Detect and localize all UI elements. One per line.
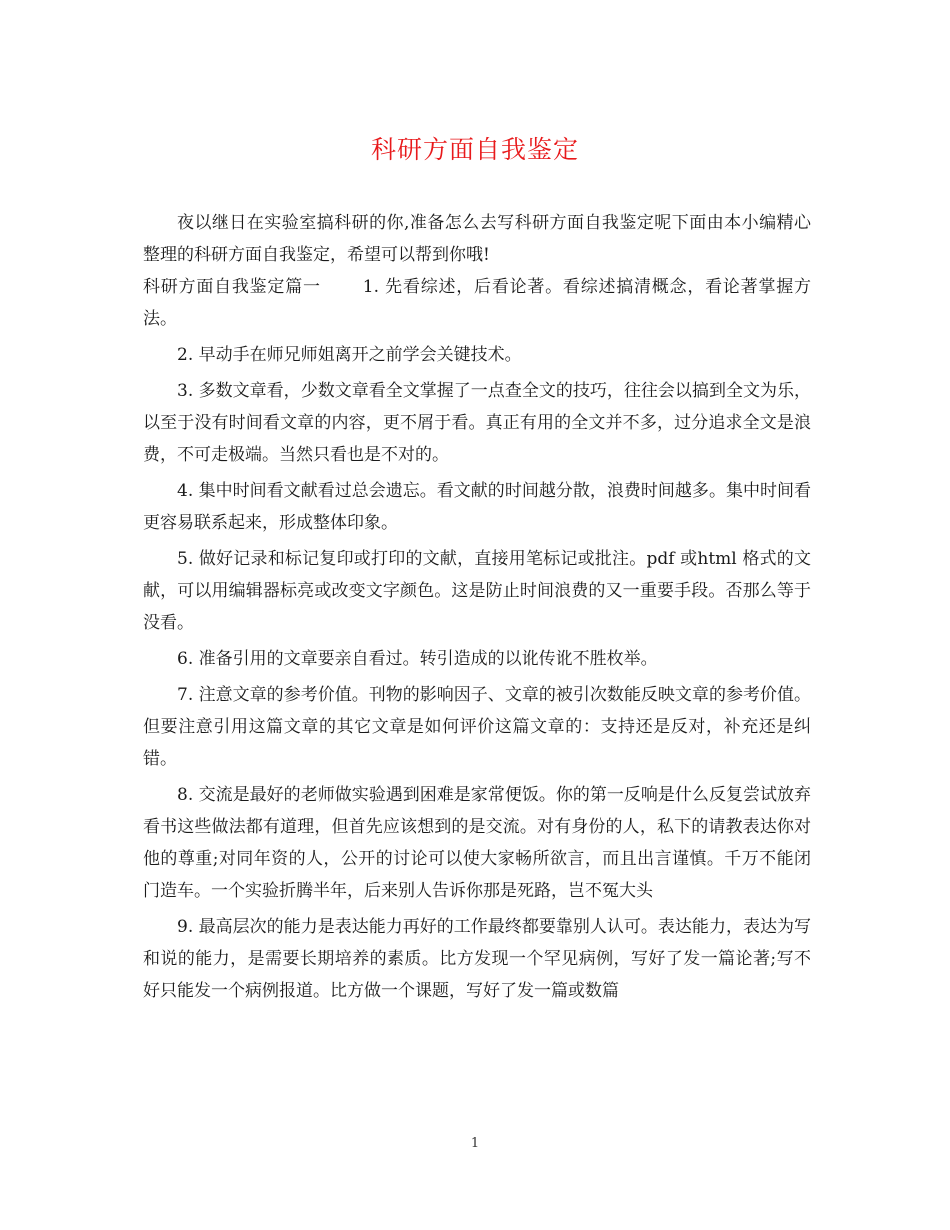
list-item: 6. 准备引用的文章要亲自看过。转引造成的以讹传讹不胜枚举。 xyxy=(177,649,658,669)
list-item: 8. 交流是最好的老师做实验遇到困难是家常便饭。你的第一反响是什么反复尝试放弃看书这些做法都有道理，但首先应该想到的是交流。对有身份的人，私下的请教表达你对他的尊重;对同年资的人，公开的讨论可以使大家畅所欲言，而且出言谨慎。千万不能闭门造车。一个实验折腾半年，后来别人告诉你那是死路，岂不冤大头 xyxy=(143,785,811,901)
page-number: 1 xyxy=(470,1136,480,1151)
intro-paragraph: 夜以继日在实验室搞科研的你,准备怎么去写科研方面自我鉴定呢下面由本小编精心整理的科研方面自我鉴定，希望可以帮到你哦! xyxy=(143,213,811,265)
list-item: 9. 最高层次的能力是表达能力再好的工作最终都要靠别人认可。表达能力，表达为写和说的能力，是需要长期培养的素质。比方发现一个罕见病例，写好了发一篇论著;写不好只能发一个病例报道。比方做一个课题，写好了发一篇或数篇 xyxy=(143,917,811,1001)
document-body xyxy=(143,207,811,1007)
list-item: 2. 早动手在师兄师姐离开之前学会关键技术。 xyxy=(177,345,522,365)
document-title: 科研方面自我鉴定 xyxy=(370,135,579,164)
list-item: 3. 多数文章看，少数文章看全文掌握了一点查全文的技巧，往往会以搞到全文为乐，以至于没有时间看文章的内容，更不屑于看。真正有用的全文并不多，过分追求全文是浪费，不可走极端。当然只看也是不对的。 xyxy=(143,381,811,465)
list-item: 4. 集中时间看文献看过总会遗忘。看文献的时间越分散，浪费时间越多。集中时间看更容易联系起来，形成整体印象。 xyxy=(143,481,811,533)
list-item: 7. 注意文章的参考价值。刊物的影响因子、文章的被引次数能反映文章的参考价值。但要注意引用这篇文章的其它文章是如何评价这篇文章的：支持还是反对，补充还是纠错。 xyxy=(143,685,811,769)
list-item: 1. 先看综述，后看论著。看综述搞清概念，看论著掌握方法。 xyxy=(143,277,812,329)
list-item: 5. 做好记录和标记复印或打印的文献，直接用笔标记或批注。pdf 或html 格式的文献，可以用编辑器标亮或改变文字颜色。这是防止时间浪费的又一重要手段。否那么等于没看。 xyxy=(143,549,811,633)
section-heading: 科研方面自我鉴定篇一 xyxy=(143,277,321,297)
section-first-paragraph xyxy=(143,271,811,335)
